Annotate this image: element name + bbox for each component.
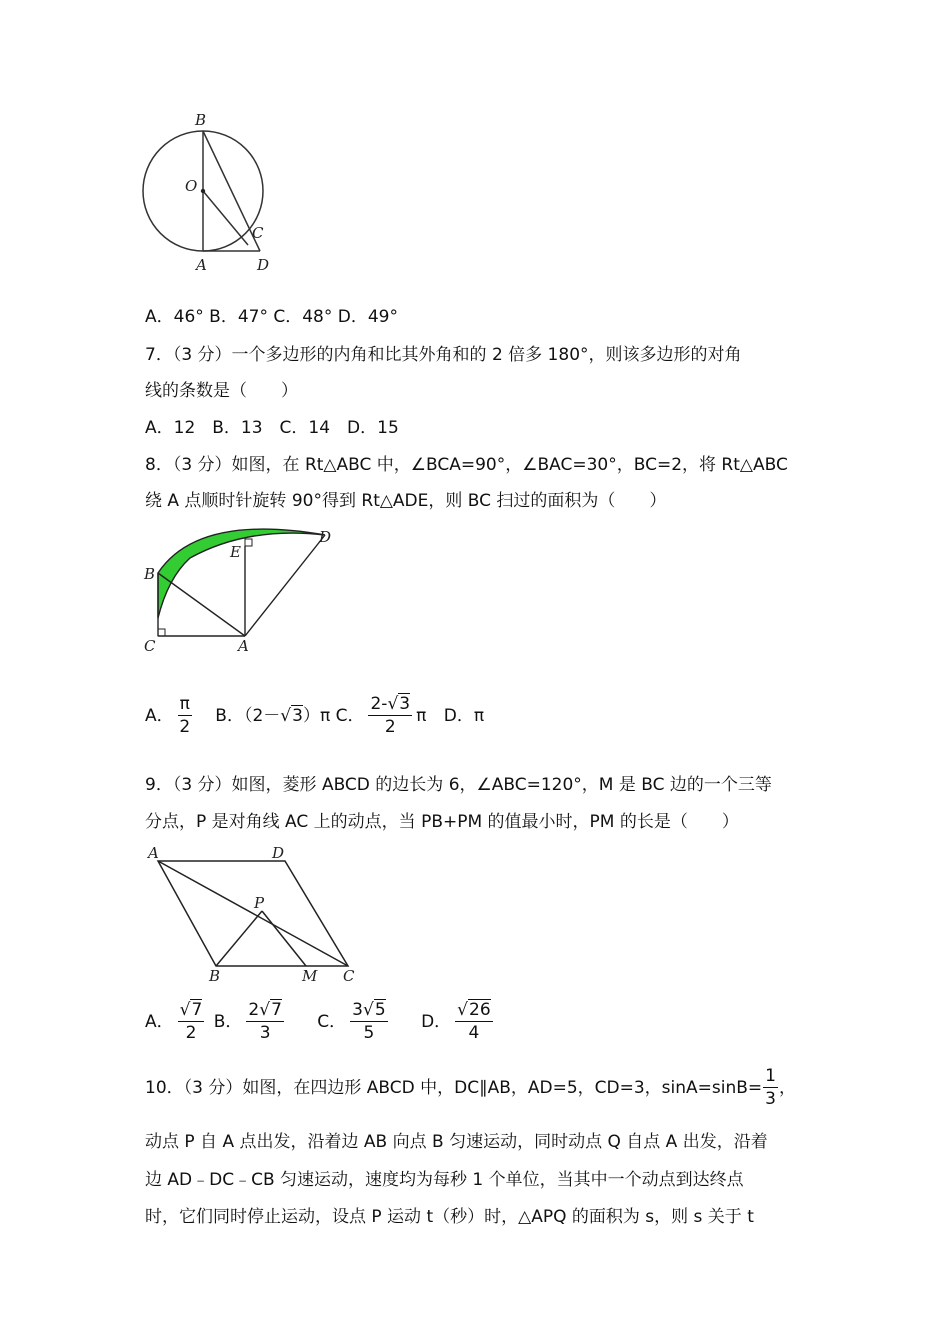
q8-opt-d: D．π [443, 706, 485, 726]
q9-opt-c-num: 3√5 [352, 1000, 386, 1020]
q9-opt-d-den: 4 [468, 1023, 480, 1043]
segment-bp [216, 911, 262, 966]
q6-options: A．46° B．47° C．48° D．49° [145, 307, 398, 327]
q8-opt-a-frac [178, 694, 192, 738]
center-point [201, 189, 205, 193]
label-c: C [252, 224, 264, 242]
side-ba [158, 573, 245, 636]
q9-opt-d-label: D． [421, 1012, 452, 1032]
label-d: D [319, 528, 332, 546]
q9-opt-a-den: 2 [185, 1023, 197, 1043]
q9-opt-a-label: A． [145, 1012, 174, 1032]
q10-line3: 边 AD﹣DC﹣CB 匀速运动，速度均为每秒 1 个单位，当其中一个动点到达终点 [145, 1170, 744, 1190]
q9-options [145, 1000, 497, 1044]
q9-opt-c-den: 5 [363, 1023, 375, 1043]
q9-opt-c-frac [350, 1000, 388, 1044]
q7-line1: 7．（3 分）一个多边形的内角和比其外角和的 2 倍多 180°，则该多边形的对角 [145, 345, 742, 365]
q9-opt-b-frac [246, 1000, 284, 1044]
label-a: A [196, 256, 207, 274]
q7-options: A．12 B．13 C．14 D．15 [145, 418, 399, 438]
q8-opt-c-num: 2-√3 [370, 694, 411, 714]
q8-opt-c-frac [368, 694, 412, 738]
q8-opt-a-label: A． [145, 706, 174, 726]
label-p: P [254, 894, 265, 912]
q9-opt-d-frac [455, 1000, 492, 1044]
q9-opt-b-den: 3 [259, 1023, 271, 1043]
right-angle-e [245, 539, 252, 546]
right-angle-c [158, 629, 165, 636]
q10-sin-frac: $\frac{1}{3}$ [765, 1066, 776, 1109]
q9-opt-a-frac [178, 1000, 205, 1044]
q9-opt-c-label: C． [317, 1012, 347, 1032]
q8-line2: 绕 A 点顺时针旋转 90°得到 Rt△ADE，则 BC 扫过的面积为（ ） [145, 491, 667, 511]
q9-opt-d-num: √26 [457, 1000, 491, 1020]
q8-opt-b-pre: （2－ [243, 706, 281, 726]
label-d: D [272, 844, 285, 862]
label-d: D [257, 256, 270, 274]
q10-line1: 10．（3 分）如图，在四边形 ABCD 中，DC∥AB，AD=5，CD=3，sinA=sinB= $\frac{1}{3}$ ， [145, 1066, 796, 1109]
q8-opt-b-rad: 3 [292, 706, 303, 726]
label-e: E [230, 543, 241, 561]
label-c: C [343, 967, 355, 985]
q10-line2: 动点 P 自 A 点出发，沿着边 AB 向点 B 匀速运动，同时动点 Q 自点 A 出发，沿着 [145, 1132, 768, 1152]
q8-opt-c-post: π [416, 706, 427, 726]
q7-line2: 线的条数是（ ） [145, 381, 298, 401]
q9-line2: 分点，P 是对角线 AC 上的动点，当 PB+PM 的值最小时，PM 的长是（ ） [145, 812, 739, 832]
q6-circle-figure [130, 105, 290, 280]
q8-options: A． $\frac{\pi}{2}$ B．（2－√3）π C． $\frac{2-√3}{2}$ π D．π [145, 694, 485, 737]
q8-rotation-figure [138, 518, 338, 658]
label-b: B [195, 111, 207, 129]
q9-opt-a-num: √7 [179, 1000, 203, 1020]
label-a: A [238, 637, 249, 655]
label-b: B [209, 967, 221, 985]
label-m: M [302, 967, 318, 985]
q9-opt-b-num: 2√7 [248, 1000, 282, 1020]
q8-opt-a-num: π [179, 694, 190, 714]
swept-area [158, 529, 325, 618]
label-o: O [185, 177, 198, 195]
q8-opt-b-post: ）π C． [302, 706, 365, 726]
label-a: A [148, 844, 159, 862]
q8-opt-b-label: B． [215, 706, 244, 726]
q8-opt-a-den: 2 [179, 717, 191, 737]
q9-line1: 9．（3 分）如图，菱形 ABCD 的边长为 6，∠ABC=120°，M 是 BC 边的一个三等 [145, 775, 772, 795]
q9-rhombus-figure [140, 842, 370, 987]
q8-line1: 8．（3 分）如图，在 Rt△ABC 中，∠BCA=90°，∠BAC=30°，BC=2，将 Rt△ABC [145, 455, 788, 475]
q9-opt-b-label: B． [213, 1012, 243, 1032]
q8-opt-c-den: 2 [384, 717, 396, 737]
q10-line4: 时，它们同时停止运动，设点 P 运动 t（秒）时，△APQ 的面积为 s，则 s 关于 t [145, 1207, 754, 1227]
label-b: B [144, 565, 156, 583]
line-oc [203, 191, 248, 245]
side-da [245, 535, 325, 636]
label-c: C [144, 637, 156, 655]
